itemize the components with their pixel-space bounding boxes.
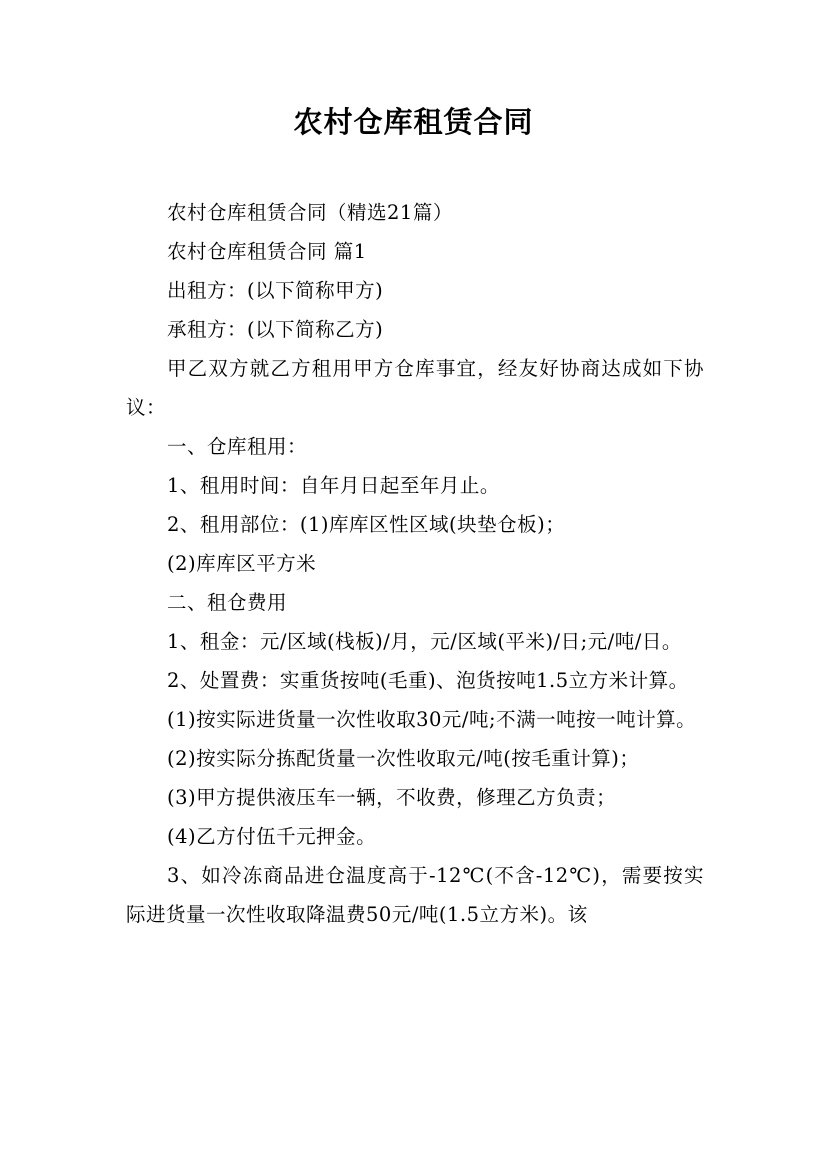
paragraph-preamble: 甲乙双方就乙方租用甲方仓库事宜，经友好协商达成如下协议： xyxy=(126,357,704,419)
document-title: 农村仓库租赁合同 xyxy=(293,105,534,139)
paragraph-lessee: 承租方：(以下简称乙方) xyxy=(167,318,384,341)
paragraph-lessor: 出租方：(以下简称甲方) xyxy=(167,279,384,302)
paragraph-collection-title: 农村仓库租赁合同（精选21篇） xyxy=(167,201,453,224)
paragraph-section-2-heading: 二、租仓费用 xyxy=(167,591,288,614)
paragraph-handling-fee-3: (3)甲方提供液压车一辆，不收费，修理乙方负责； xyxy=(167,786,617,809)
document-body xyxy=(126,193,704,934)
paragraph-cooling-fee: 3、如冷冻商品进仓温度高于-12℃(不含-12℃)，需要按实际进货量一次性收取降温费50元/吨(1.5立方米)。该 xyxy=(126,864,704,926)
paragraph-article-heading: 农村仓库租赁合同 篇1 xyxy=(167,240,367,263)
paragraph-handling-fee-4: (4)乙方付伍千元押金。 xyxy=(167,825,377,848)
paragraph-handling-fee-2: (2)按实际分拣配货量一次性收取元/吨(按毛重计算)； xyxy=(167,747,640,770)
paragraph-rental-location: 2、租用部位：(1)库库区性区域(块垫仓板)； xyxy=(167,513,566,536)
paragraph-rental-area: (2)库库区平方米 xyxy=(167,552,317,575)
paragraph-handling-fee: 2、处置费：实重货按吨(毛重)、泡货按吨1.5立方米计算。 xyxy=(167,669,689,692)
paragraph-rent: 1、租金：元/区域(栈板)/月，元/区域(平米)/日;元/吨/日。 xyxy=(167,630,682,653)
paragraph-section-1-heading: 一、仓库租用： xyxy=(167,435,308,458)
paragraph-handling-fee-1: (1)按实际进货量一次性收取30元/吨;不满一吨按一吨计算。 xyxy=(167,708,697,731)
paragraph-rental-period: 1、租用时间：自年月日起至年月止。 xyxy=(167,474,500,497)
